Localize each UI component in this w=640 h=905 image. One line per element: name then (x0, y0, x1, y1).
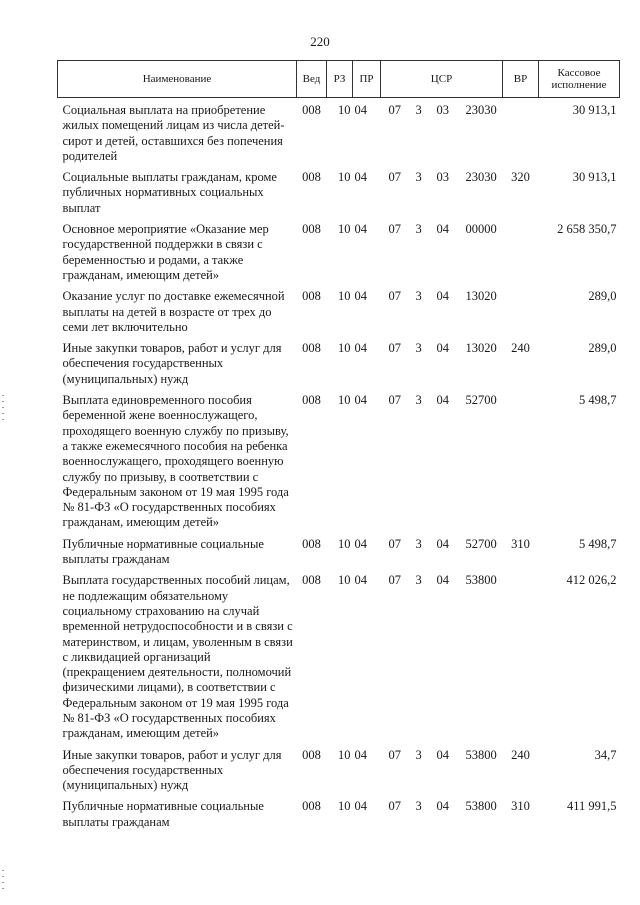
row-ved: 008 (302, 573, 321, 588)
row-sum: 34,7 (594, 747, 617, 762)
csr-direction: 13020 (465, 289, 497, 304)
csr-program: 07 (388, 536, 401, 551)
row-vr (503, 222, 539, 289)
row-ved: 008 (302, 289, 321, 304)
row-csr (381, 341, 503, 393)
row-ved: 008 (302, 222, 321, 237)
csr-subprogram: 3 (415, 799, 422, 814)
row-sum: 412 026,2 (566, 573, 617, 588)
csr-subprogram: 3 (415, 536, 422, 551)
row-rz: 10 (338, 103, 351, 117)
row-csr (381, 573, 503, 747)
row-rz: 10 (338, 393, 351, 408)
row-csr (381, 799, 503, 836)
csr-subprogram: 3 (415, 341, 422, 356)
row-vr: 310 (511, 799, 530, 814)
row-csr (381, 170, 503, 222)
csr-direction: 23030 (465, 170, 497, 185)
row-rz: 10 (338, 799, 351, 814)
csr-program: 07 (388, 799, 401, 814)
row-ved: 008 (302, 341, 321, 356)
row-sum: 2 658 350,7 (557, 222, 617, 237)
csr-direction: 52700 (465, 536, 497, 551)
csr-event: 04 (436, 222, 449, 237)
csr-event: 04 (436, 341, 449, 356)
row-vr: 320 (511, 170, 530, 185)
csr-direction: 53800 (465, 747, 497, 762)
row-ved: 008 (302, 536, 321, 551)
row-ved: 008 (302, 747, 321, 762)
row-rz: 10 (338, 289, 351, 304)
row-name: Оказание услуг по доставке ежемесячной выплаты на детей в возрасте от трех до семи лет включительно (62, 289, 285, 334)
csr-subprogram: 3 (415, 170, 422, 185)
row-ved: 008 (302, 393, 321, 408)
row-name: Основное мероприятие «Оказание мер государственной поддержки в связи с беременностью и родами, а также гражданам, имеющим детей» (62, 222, 269, 282)
csr-direction: 13020 (465, 341, 497, 356)
table-row (58, 98, 620, 171)
table-row (58, 170, 620, 222)
table-row (58, 748, 620, 800)
csr-program: 07 (388, 222, 401, 237)
csr-event: 04 (436, 747, 449, 762)
row-pr: 04 (354, 341, 367, 356)
row-name: Выплата государственных пособий лицам, не подлежащим обязательному социальному страхованию на случай временной нетрудоспособности и в связи с материнством, и лицам, уволенным в связи с ликвидацией организаций (прекращением деятельности, полномочий физическими лицами), в соответствии с Федеральным законом от 19 мая 1995 года № 81-ФЗ «О государственных пособиях гражданам, имеющим детей» (62, 573, 293, 741)
csr-program: 07 (388, 170, 401, 185)
row-vr (503, 573, 539, 747)
row-name: Выплата единовременного пособия беременной жене военнослужащего, проходящего военную службу по призыву, а также ежемесячного пособия на ребенка военнослужащего, проходящего военную службу по призыву, в соответствии с Федеральным законом от 19 мая 1995 года № 81-ФЗ «О государственных пособиях гражданам, имеющим детей» (62, 393, 289, 530)
row-sum: 411 991,5 (566, 799, 617, 814)
table-row (58, 537, 620, 574)
csr-event: 04 (436, 536, 449, 551)
row-vr: 240 (511, 747, 530, 762)
csr-subprogram: 3 (415, 393, 422, 408)
row-sum: 30 913,1 (572, 170, 617, 185)
row-name: Иные закупки товаров, работ и услуг для обеспечения государственных (муниципальных) нужд (62, 747, 282, 793)
table-row (58, 341, 620, 393)
row-rz: 10 (338, 536, 351, 551)
csr-subprogram: 3 (415, 103, 422, 117)
row-sum: 289,0 (588, 341, 617, 356)
row-sum: 5 498,7 (579, 536, 617, 551)
table-header-row (58, 61, 620, 98)
csr-program: 07 (388, 341, 401, 356)
scan-margin-mark (2, 395, 4, 425)
csr-subprogram: 3 (415, 573, 422, 588)
csr-direction: 52700 (465, 393, 497, 408)
row-csr (381, 537, 503, 574)
row-csr (381, 289, 503, 341)
row-vr: 310 (511, 536, 530, 551)
row-vr (503, 393, 539, 537)
table-row (58, 573, 620, 747)
csr-direction: 53800 (465, 573, 497, 588)
table-row (58, 222, 620, 289)
row-name: Иные закупки товаров, работ и услуг для обеспечения государственных (муниципальных) нужд (62, 341, 282, 386)
row-pr: 04 (354, 573, 367, 588)
csr-event: 04 (436, 289, 449, 304)
row-csr (381, 222, 503, 289)
header-csr: ЦСР (381, 61, 503, 98)
row-pr: 04 (354, 222, 367, 237)
row-pr: 04 (354, 170, 367, 185)
row-name: Социальная выплата на приобретение жилых помещений лицам из числа детей-сирот и детей, оставшихся без попечения родителей (62, 103, 285, 163)
csr-event: 03 (436, 103, 449, 117)
csr-program: 07 (388, 573, 401, 588)
scan-margin-mark (2, 870, 4, 890)
row-ved: 008 (302, 103, 321, 117)
csr-event: 04 (436, 393, 449, 408)
csr-direction: 53800 (465, 799, 497, 814)
header-name: Наименование (58, 61, 297, 98)
row-ved: 008 (302, 799, 321, 814)
csr-program: 07 (388, 103, 401, 117)
csr-program: 07 (388, 747, 401, 762)
csr-subprogram: 3 (415, 289, 422, 304)
header-vr: ВР (503, 61, 539, 98)
row-vr: 240 (511, 341, 530, 356)
row-name: Публичные нормативные социальные выплаты гражданам (62, 799, 264, 829)
row-pr: 04 (354, 289, 367, 304)
table-row (58, 393, 620, 537)
header-pr: ПР (353, 61, 381, 98)
csr-direction: 00000 (465, 222, 497, 237)
row-sum: 30 913,1 (572, 103, 617, 117)
header-ved: Вед (297, 61, 327, 98)
row-rz: 10 (338, 747, 351, 762)
row-pr: 04 (354, 393, 367, 408)
row-vr (503, 289, 539, 341)
budget-table (57, 60, 620, 836)
csr-program: 07 (388, 289, 401, 304)
row-pr: 04 (354, 799, 367, 814)
row-rz: 10 (338, 222, 351, 237)
row-sum: 5 498,7 (579, 393, 617, 408)
csr-event: 03 (436, 170, 449, 185)
table-row (58, 799, 620, 836)
row-csr (381, 393, 503, 537)
csr-subprogram: 3 (415, 747, 422, 762)
page-number: 220 (310, 34, 330, 49)
row-rz: 10 (338, 573, 351, 588)
row-vr (503, 98, 539, 171)
csr-event: 04 (436, 799, 449, 814)
table-row (58, 289, 620, 341)
row-csr (381, 748, 503, 800)
csr-subprogram: 3 (415, 222, 422, 237)
row-name: Социальные выплаты гражданам, кроме публичных нормативных социальных выплат (62, 170, 277, 215)
row-sum: 289,0 (588, 289, 617, 304)
csr-event: 04 (436, 573, 449, 588)
row-rz: 10 (338, 341, 351, 356)
csr-program: 07 (388, 393, 401, 408)
header-sum: Кассовое исполнение (539, 61, 620, 98)
row-ved: 008 (302, 170, 321, 185)
header-rz: РЗ (327, 61, 353, 98)
row-rz: 10 (338, 170, 351, 185)
csr-direction: 23030 (465, 103, 497, 117)
row-pr: 04 (354, 747, 367, 762)
row-name: Публичные нормативные социальные выплаты гражданам (62, 536, 264, 567)
row-pr: 04 (354, 103, 367, 117)
row-pr: 04 (354, 536, 367, 551)
row-csr (381, 98, 503, 171)
